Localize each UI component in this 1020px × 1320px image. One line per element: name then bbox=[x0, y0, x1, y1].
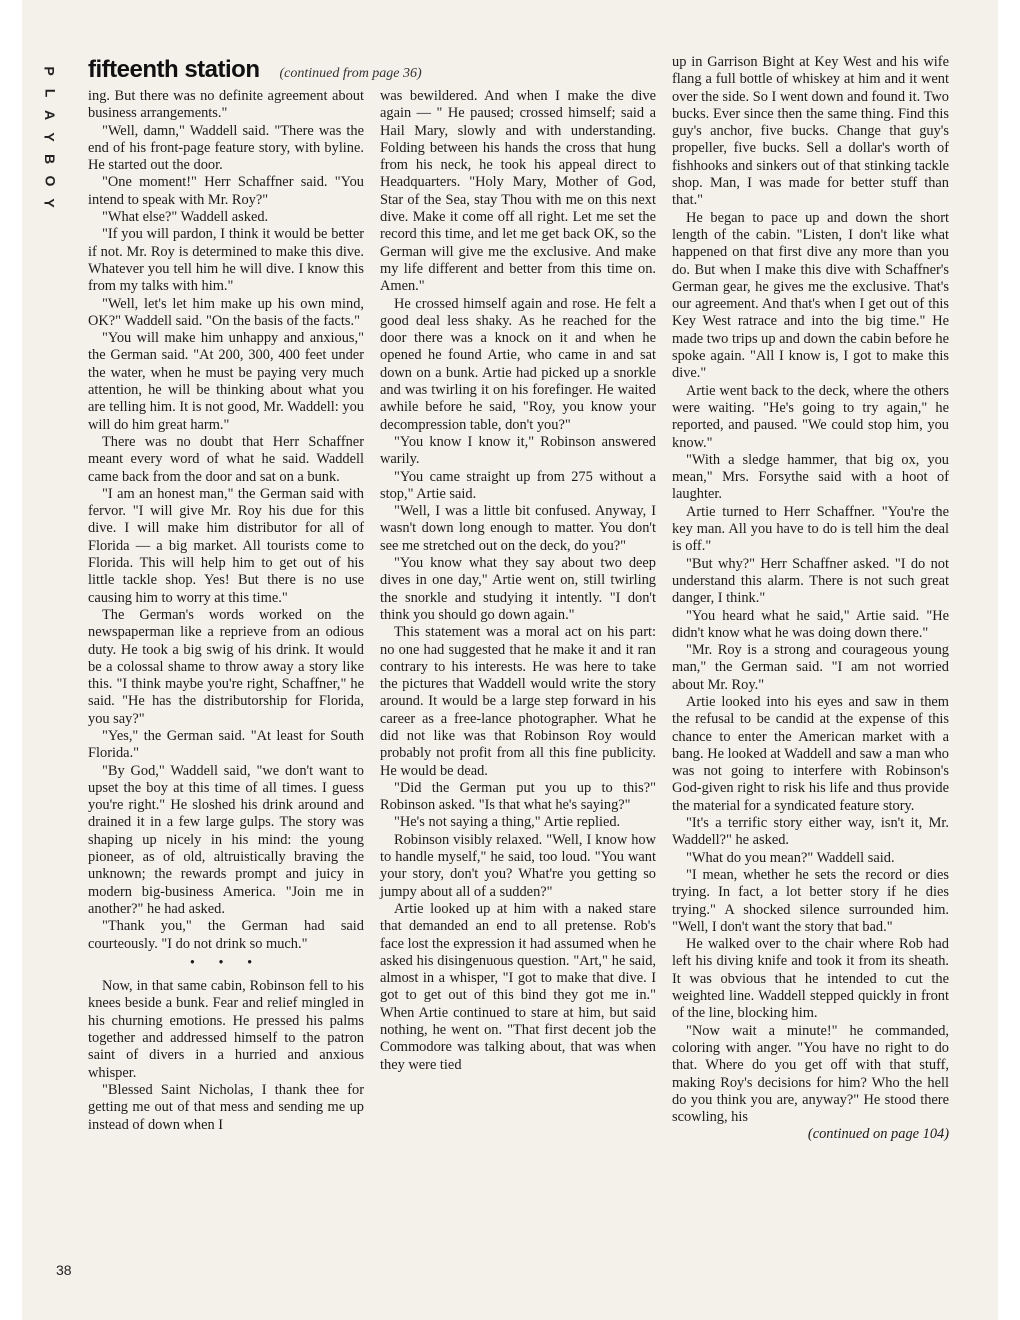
paragraph: "What else?" Waddell asked. bbox=[102, 209, 269, 226]
paragraph: "He's not saying a thing," Artie replied. bbox=[394, 814, 621, 831]
paragraph: was bewildered. And when I make the dive again — " He paused; crossed himself; said a Hail Mary, slowly and with understanding. Folding between his hands the cross that hung from his neck, he took his appeal direct to Headquarters. "Holy Mary, Mother of God, Star of the Sea, stay Thou with me on this next dive. Make it come off all right. Let me set the record this time, and let me get back OK, so the German will give me the exclusive. And make my life different and better from this time on. Amen." bbox=[380, 88, 656, 295]
paragraph: "I am an honest man," the German said with fervor. "I will give Mr. Roy his due for this dive. I will make him distributor for all of Florida — a big market. All tourists come to Florida. This will help him to get out of his little tackle shop. Yes! But there is no use causing him to worry at this time." bbox=[88, 485, 364, 606]
paragraph: "I mean, whether he sets the record or dies trying. In fact, a lot better story if he dies trying." A shocked silence surrounded him. "Well, I don't want the story that bad." bbox=[672, 866, 949, 935]
paragraph: "You came straight up from 275 without a stop," Artie said. bbox=[380, 468, 656, 502]
paragraph: "One moment!" Herr Schaffner said. "You intend to speak with Mr. Roy?" bbox=[88, 174, 364, 208]
paragraph: "But why?" Herr Schaffner asked. "I do not understand this alarm. There is not such great danger, I think." bbox=[672, 555, 949, 607]
paragraph: "What do you mean?" Waddell said. bbox=[686, 849, 895, 866]
paragraph: "Thank you," the German had said courteously. "I do not drink so much." bbox=[88, 918, 364, 952]
paragraph: "Yes," the German said. "At least for South Florida." bbox=[88, 727, 364, 762]
wordmark-letter: P bbox=[42, 66, 58, 76]
paragraph: He walked over to the chair where Rob had left his diving knife and took it from its sheath. It was obvious that he intended to cut the weighted line. Waddell stepped quickly in front of the line, blocking him. bbox=[672, 936, 949, 1022]
paragraph: The German's words worked on the newspaperman like a reprieve from an odious duty. He took a big swig of his drink. It would be a colossal shame to throw away a story like this. "I think maybe you're right, Schaffner," he said. "He has the distributorship for Florida, you say?" bbox=[88, 606, 364, 727]
wordmark-letter: B bbox=[42, 153, 58, 165]
page-number: 38 bbox=[56, 1262, 72, 1278]
magazine-page bbox=[22, 0, 998, 1320]
wordmark-letter: O bbox=[41, 175, 58, 187]
paragraph: up in Garrison Bight at Key West and his wife flang a full bottle of whiskey at him and it went over the side. So I went down and found it. Two bucks. Ever since then the same thing. Find this guy's anchor, five bucks. Change that guy's propeller, five bucks. Sell a dollar's worth of fishhooks and sinkers out of that stinking tackle shop. Man, I was made for better stuff than that." bbox=[672, 54, 949, 209]
text-column-3 bbox=[672, 54, 949, 1144]
paragraph: Artie looked into his eyes and saw in them the refusal to be candid at the expense of this chance to enter the American market with a bang. He looked at Waddell and saw a man who was not going to interfere with Robinson's God-given right to risk his life and thus provide the material for a syndicated feature story. bbox=[672, 693, 949, 814]
paragraph: There was no doubt that Herr Schaffner meant every word of what he said. Waddell came back from the door and sat on a bunk. bbox=[88, 433, 364, 485]
paragraph: He crossed himself again and rose. He felt a good deal less shaky. As he reached for the door there was a knock on it and when he opened he found Artie, who came in and sat down on a bunk. Artie had picked up a snorkle and was twirling it on his forefinger. He waited awhile before he said, "Roy, you know your decompression table, don't you?" bbox=[380, 295, 656, 433]
paragraph: This statement was a moral act on his part: no one had suggested that he make it and it ran contrary to his interests. He was here to take the pictures that Waddell would write the story around. It would be a large step forward in his career as a free-lance photographer. What he did not like was that Robinson Roy would probably not profit from all this fine publicity. He would be dead. bbox=[380, 624, 656, 779]
paragraph: ing. But there was no definite agreement about business arrangements." bbox=[88, 88, 364, 122]
wordmark-letter: Y bbox=[42, 198, 58, 208]
text-column-2 bbox=[380, 88, 656, 1074]
paragraph: "Well, I was a little bit confused. Anyway, I wasn't down long enough to matter. You don't see me stretched out on the deck, do you?" bbox=[380, 503, 656, 554]
paragraph: "Blessed Saint Nicholas, I thank thee for getting me out of that mess and sending me up instead of down when I bbox=[88, 1081, 364, 1133]
paragraph: "If you will pardon, I think it would be better if not. Mr. Roy is determined to make this dive. Whatever you tell him he will dive. I know this from my talks with him." bbox=[88, 226, 364, 295]
paragraph: "You know I know it," Robinson answered warily. bbox=[380, 433, 656, 468]
paragraph: "Did the German put you up to this?" Robinson asked. "Is that what he's saying?" bbox=[380, 779, 656, 814]
wordmark-letter: A bbox=[42, 109, 58, 121]
paragraph: Robinson visibly relaxed. "Well, I know how to handle myself," he said, too loud. "You want your story, don't you? What're you getting so jumpy about all of a sudden?" bbox=[380, 831, 656, 900]
article-header bbox=[88, 56, 422, 84]
continued-from-note: (continued from page 36) bbox=[279, 66, 422, 81]
paragraph: Now, in that same cabin, Robinson fell to his knees beside a bunk. Fear and relief mingled in his churning emotions. He pressed his palms together and addressed himself to the patron saint of divers in a hurried and anxious whisper. bbox=[88, 978, 364, 1081]
paragraph: He began to pace up and down the short length of the cabin. "Listen, I don't like what happened on that first dive any more than you do. But when I make this dive with Schaffner's German gear, he gives me the exclusive. That's our agreement. And that's when I get out of this Key West ratrace and into the big time." He made two trips up and down the cabin before he spoke again. "All I know is, I got to make this dive." bbox=[672, 209, 949, 382]
paragraph: "With a sledge hammer, that big ox, you mean," Mrs. Forsythe said with a hoot of laughter. bbox=[672, 451, 949, 503]
paragraph: Artie went back to the deck, where the others were waiting. "He's going to try again," he reported, and paused. "We could stop him, you know." bbox=[672, 382, 949, 451]
paragraph: Artie turned to Herr Schaffner. "You're the key man. All you have to do is tell him the deal is off." bbox=[672, 503, 949, 555]
paragraph: "You know what they say about two deep dives in one day," Artie went on, still twirling the snorkle and studying it intently. "I don't think you should go down again." bbox=[380, 555, 656, 623]
paragraph: "Now wait a minute!" he commanded, coloring with anger. "You have no right to do that. Where do you get off with that stuff, making Roy's decisions for him? Who the hell do you think you are, anyway?" He stood there scowling, his bbox=[672, 1022, 949, 1126]
paragraph: "You heard what he said," Artie said. "He didn't know what he was doing down there." bbox=[672, 607, 949, 641]
paragraph: "Mr. Roy is a strong and courageous young man," the German said. "I am not worried about Mr. Roy." bbox=[672, 642, 949, 693]
paragraph: "Well, let's let him make up his own mind, OK?" Waddell said. "On the basis of the facts." bbox=[88, 295, 364, 329]
wordmark-letter: Y bbox=[42, 132, 58, 142]
paragraph: "By God," Waddell said, "we don't want to upset the boy at this time of all times. I guess you're right." He sloshed his drink around and drained it in a few large gulps. The story was shaping up nicely in his mind: the young pioneer, as of old, altruistically braving the unknown; the rewards prompt and juicy in modern big-business America. "Join me in another?" he had asked. bbox=[88, 762, 364, 917]
paragraph: "You will make him unhappy and anxious," the German said. "At 200, 300, 400 feet under the water, when he must be paying very much attention, he will be thinking about what you are telling him. It is not good, Mr. Waddell: you will do him great harm." bbox=[88, 330, 364, 433]
paragraph: "Well, damn," Waddell said. "There was the end of his front-page feature story, with byline. He started out the door. bbox=[88, 122, 364, 174]
continued-on-note: (continued on page 104) bbox=[807, 1126, 949, 1143]
paragraph: Artie looked up at him with a naked stare that demanded an end to all pretense. Rob's face lost the expression it had assumed when he asked his disingenuous question. "Art," he said, almost in a whisper, "I got to make that dive. I got to get out of this bind they got me in." When Artie continued to stare at him, but said nothing, he went on. "That first decent job the Commodore was talking about, that was when they were tied bbox=[380, 900, 656, 1073]
text-column-1 bbox=[88, 88, 364, 1134]
section-break: • • • bbox=[189, 954, 263, 971]
playboy-sidebar-wordmark bbox=[36, 60, 58, 214]
paragraph: "It's a terrific story either way, isn't it, Mr. Waddell?" he asked. bbox=[672, 815, 949, 849]
article-title: fifteenth station bbox=[88, 56, 260, 83]
wordmark-letter: L bbox=[42, 88, 58, 98]
